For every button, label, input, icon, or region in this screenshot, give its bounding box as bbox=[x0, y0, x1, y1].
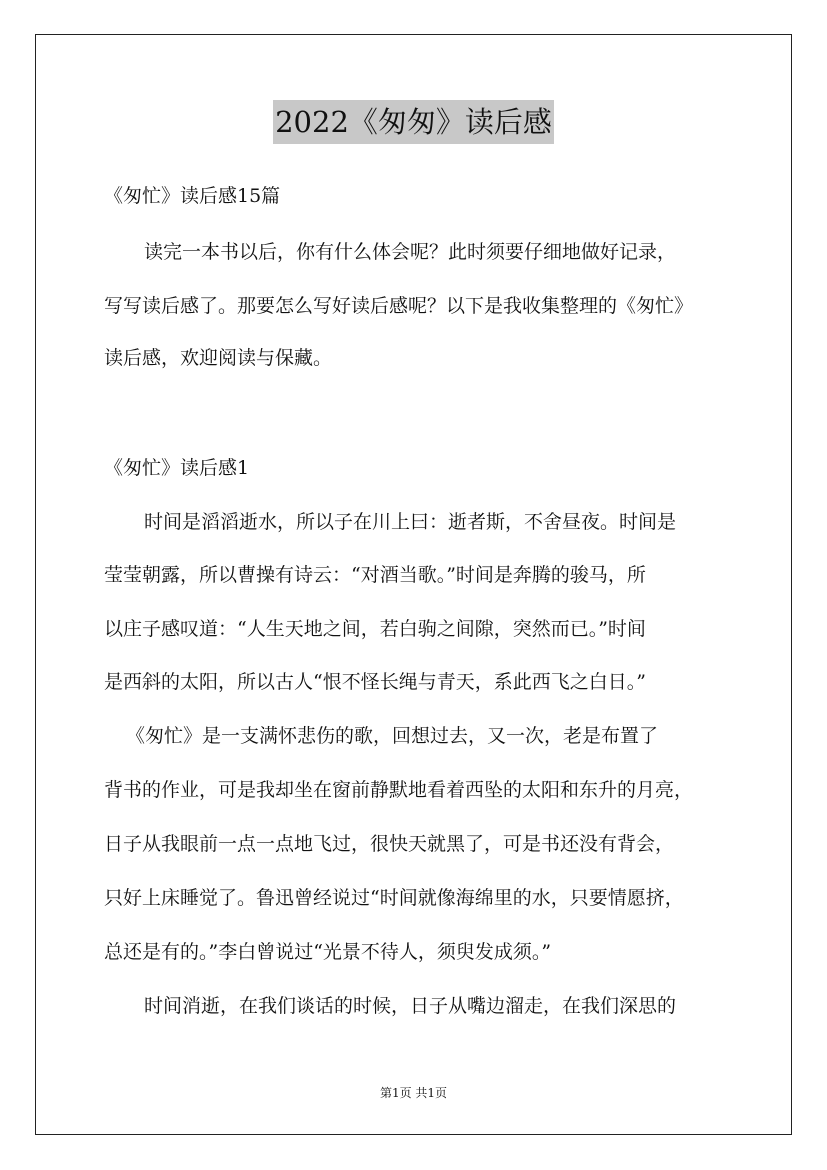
intro-line-3: 读后感，欢迎阅读与保藏。 bbox=[104, 347, 333, 369]
body-line-8: 只好上床睡觉了。鲁迅曾经说过“时间就像海绵里的水，只要情愿挤， bbox=[104, 887, 684, 909]
intro-line-1: 读完一本书以后，你有什么体会呢？此时须要仔细地做好记录， bbox=[144, 241, 677, 263]
intro-line-2: 写写读后感了。那要怎么写好读后感呢？以下是我收集整理的《匆忙》 bbox=[104, 295, 694, 317]
body-line-4: 是西斜的太阳，所以古人“恨不怪长绳与青天，系此西飞之白日。” bbox=[104, 671, 646, 693]
body-line-9: 总还是有的。”李白曾说过“光景不待人，须臾发成须。” bbox=[104, 941, 552, 963]
title-container bbox=[0, 100, 827, 144]
body-line-3: 以庄子感叹道：“人生天地之间，若白驹之间隙，突然而已。”时间 bbox=[104, 618, 646, 640]
body-line-2: 莹莹朝露，所以曹操有诗云：“对酒当歌。”时间是奔腾的骏马，所 bbox=[104, 564, 646, 586]
body-line-5: 《匆忙》是一支满怀悲伤的歌，回想过去，又一次，老是布置了 bbox=[126, 725, 659, 747]
document-title: 2022《匆匆》读后感 bbox=[273, 100, 554, 144]
document-subtitle: 《匆忙》读后感15篇 bbox=[104, 185, 281, 207]
body-line-7: 日子从我眼前一点一点地飞过，很快天就黑了，可是书还没有背会， bbox=[104, 833, 675, 855]
body-line-1: 时间是滔滔逝水，所以子在川上曰：逝者斯，不舍昼夜。时间是 bbox=[144, 511, 677, 533]
section-heading: 《匆忙》读后感1 bbox=[104, 457, 250, 479]
page-footer: 第1页 共1页 bbox=[379, 1086, 448, 1100]
body-line-10: 时间消逝，在我们谈话的时候，日子从嘴边溜走，在我们深思的 bbox=[144, 995, 677, 1017]
body-line-6: 背书的作业，可是我却坐在窗前静默地看着西坠的太阳和东升的月亮， bbox=[104, 779, 694, 801]
